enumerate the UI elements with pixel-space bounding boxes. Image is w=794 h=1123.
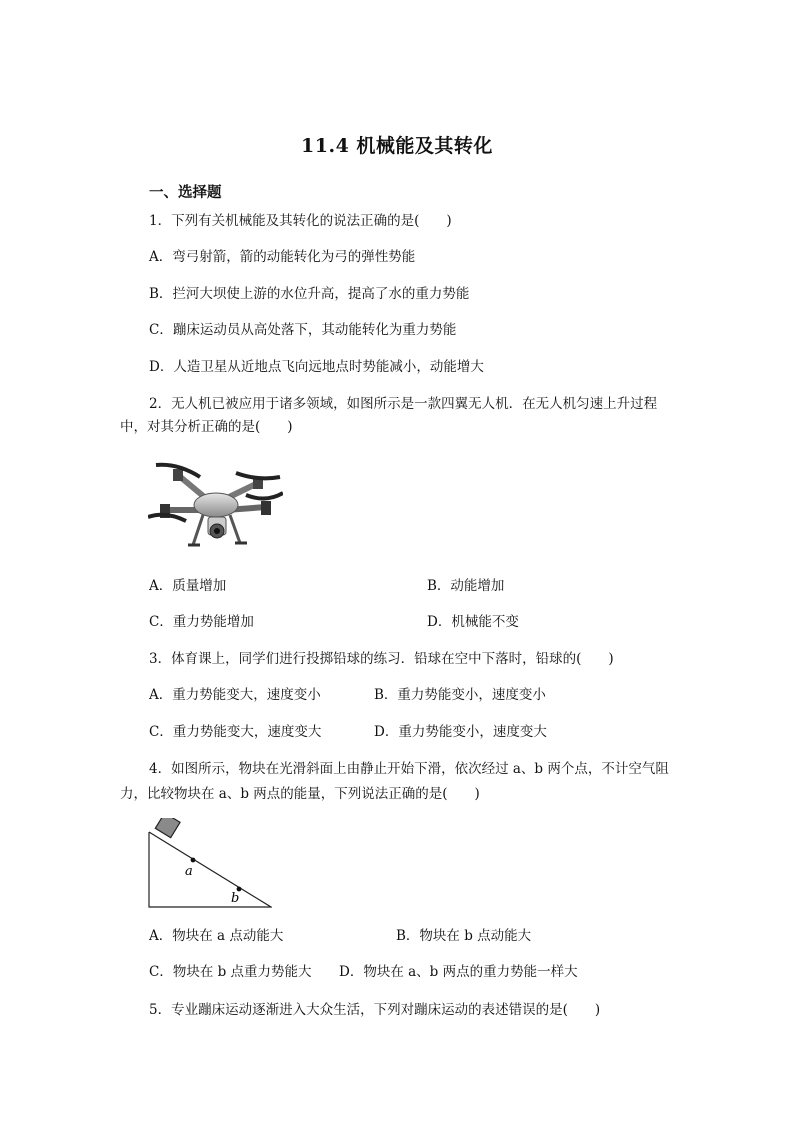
q4-option-d: D．物块在 a、b 两点的重力势能一样大 bbox=[339, 964, 578, 980]
q2-stem-line1: 2．无人机已被应用于诸多领域，如图所示是一款四翼无人机．在无人机匀速上升过程 bbox=[149, 396, 658, 412]
q2-option-d: D．机械能不变 bbox=[427, 614, 519, 630]
q2-stem-line2: 中，对其分析正确的是( ) bbox=[120, 419, 293, 435]
q1-option-d: D．人造卫星从近地点飞向远地点时势能减小，动能增大 bbox=[149, 359, 484, 375]
drone-image bbox=[148, 455, 283, 558]
q4-option-c: C．物块在 b 点重力势能大 bbox=[149, 964, 312, 980]
point-b-label: b bbox=[231, 891, 240, 906]
q2-option-c: C．重力势能增加 bbox=[149, 614, 254, 630]
q2-option-a: A．质量增加 bbox=[149, 578, 227, 594]
q3-stem: 3．体育课上，同学们进行投掷铅球的练习．铅球在空中下落时，铅球的( ) bbox=[149, 651, 614, 667]
q1-option-c: C．蹦床运动员从高处落下，其动能转化为重力势能 bbox=[149, 322, 457, 338]
page-title: 11.4 机械能及其转化 bbox=[301, 135, 493, 157]
point-a-label: a bbox=[185, 864, 193, 879]
q1-stem: 1．下列有关机械能及其转化的说法正确的是( ) bbox=[149, 213, 452, 229]
q3-option-d: D．重力势能变小，速度变大 bbox=[374, 724, 547, 740]
incline-diagram bbox=[146, 818, 272, 910]
q5-stem: 5．专业蹦床运动逐渐进入大众生活，下列对蹦床运动的表述错误的是( ) bbox=[149, 1002, 601, 1018]
q2-option-b: B．动能增加 bbox=[427, 578, 505, 594]
q3-option-a: A．重力势能变大，速度变小 bbox=[149, 687, 321, 703]
q1-option-a: A．弯弓射箭，箭的动能转化为弓的弹性势能 bbox=[149, 249, 416, 265]
q3-option-c: C．重力势能变大，速度变大 bbox=[149, 724, 322, 740]
q4-option-b: B．物块在 b 点动能大 bbox=[396, 928, 532, 944]
section-heading: 一、选择题 bbox=[149, 185, 222, 201]
q4-option-a: A．物块在 a 点动能大 bbox=[149, 928, 284, 944]
q1-option-b: B．拦河大坝使上游的水位升高，提高了水的重力势能 bbox=[149, 286, 470, 302]
q3-option-b: B．重力势能变小，速度变小 bbox=[374, 687, 546, 703]
q4-stem-line2: 力，比较物块在 a、b 两点的能量，下列说法正确的是( ) bbox=[120, 786, 480, 802]
q4-stem-line1: 4．如图所示，物块在光滑斜面上由静止开始下滑，依次经过 a、b 两个点，不计空气阻 bbox=[149, 761, 669, 777]
